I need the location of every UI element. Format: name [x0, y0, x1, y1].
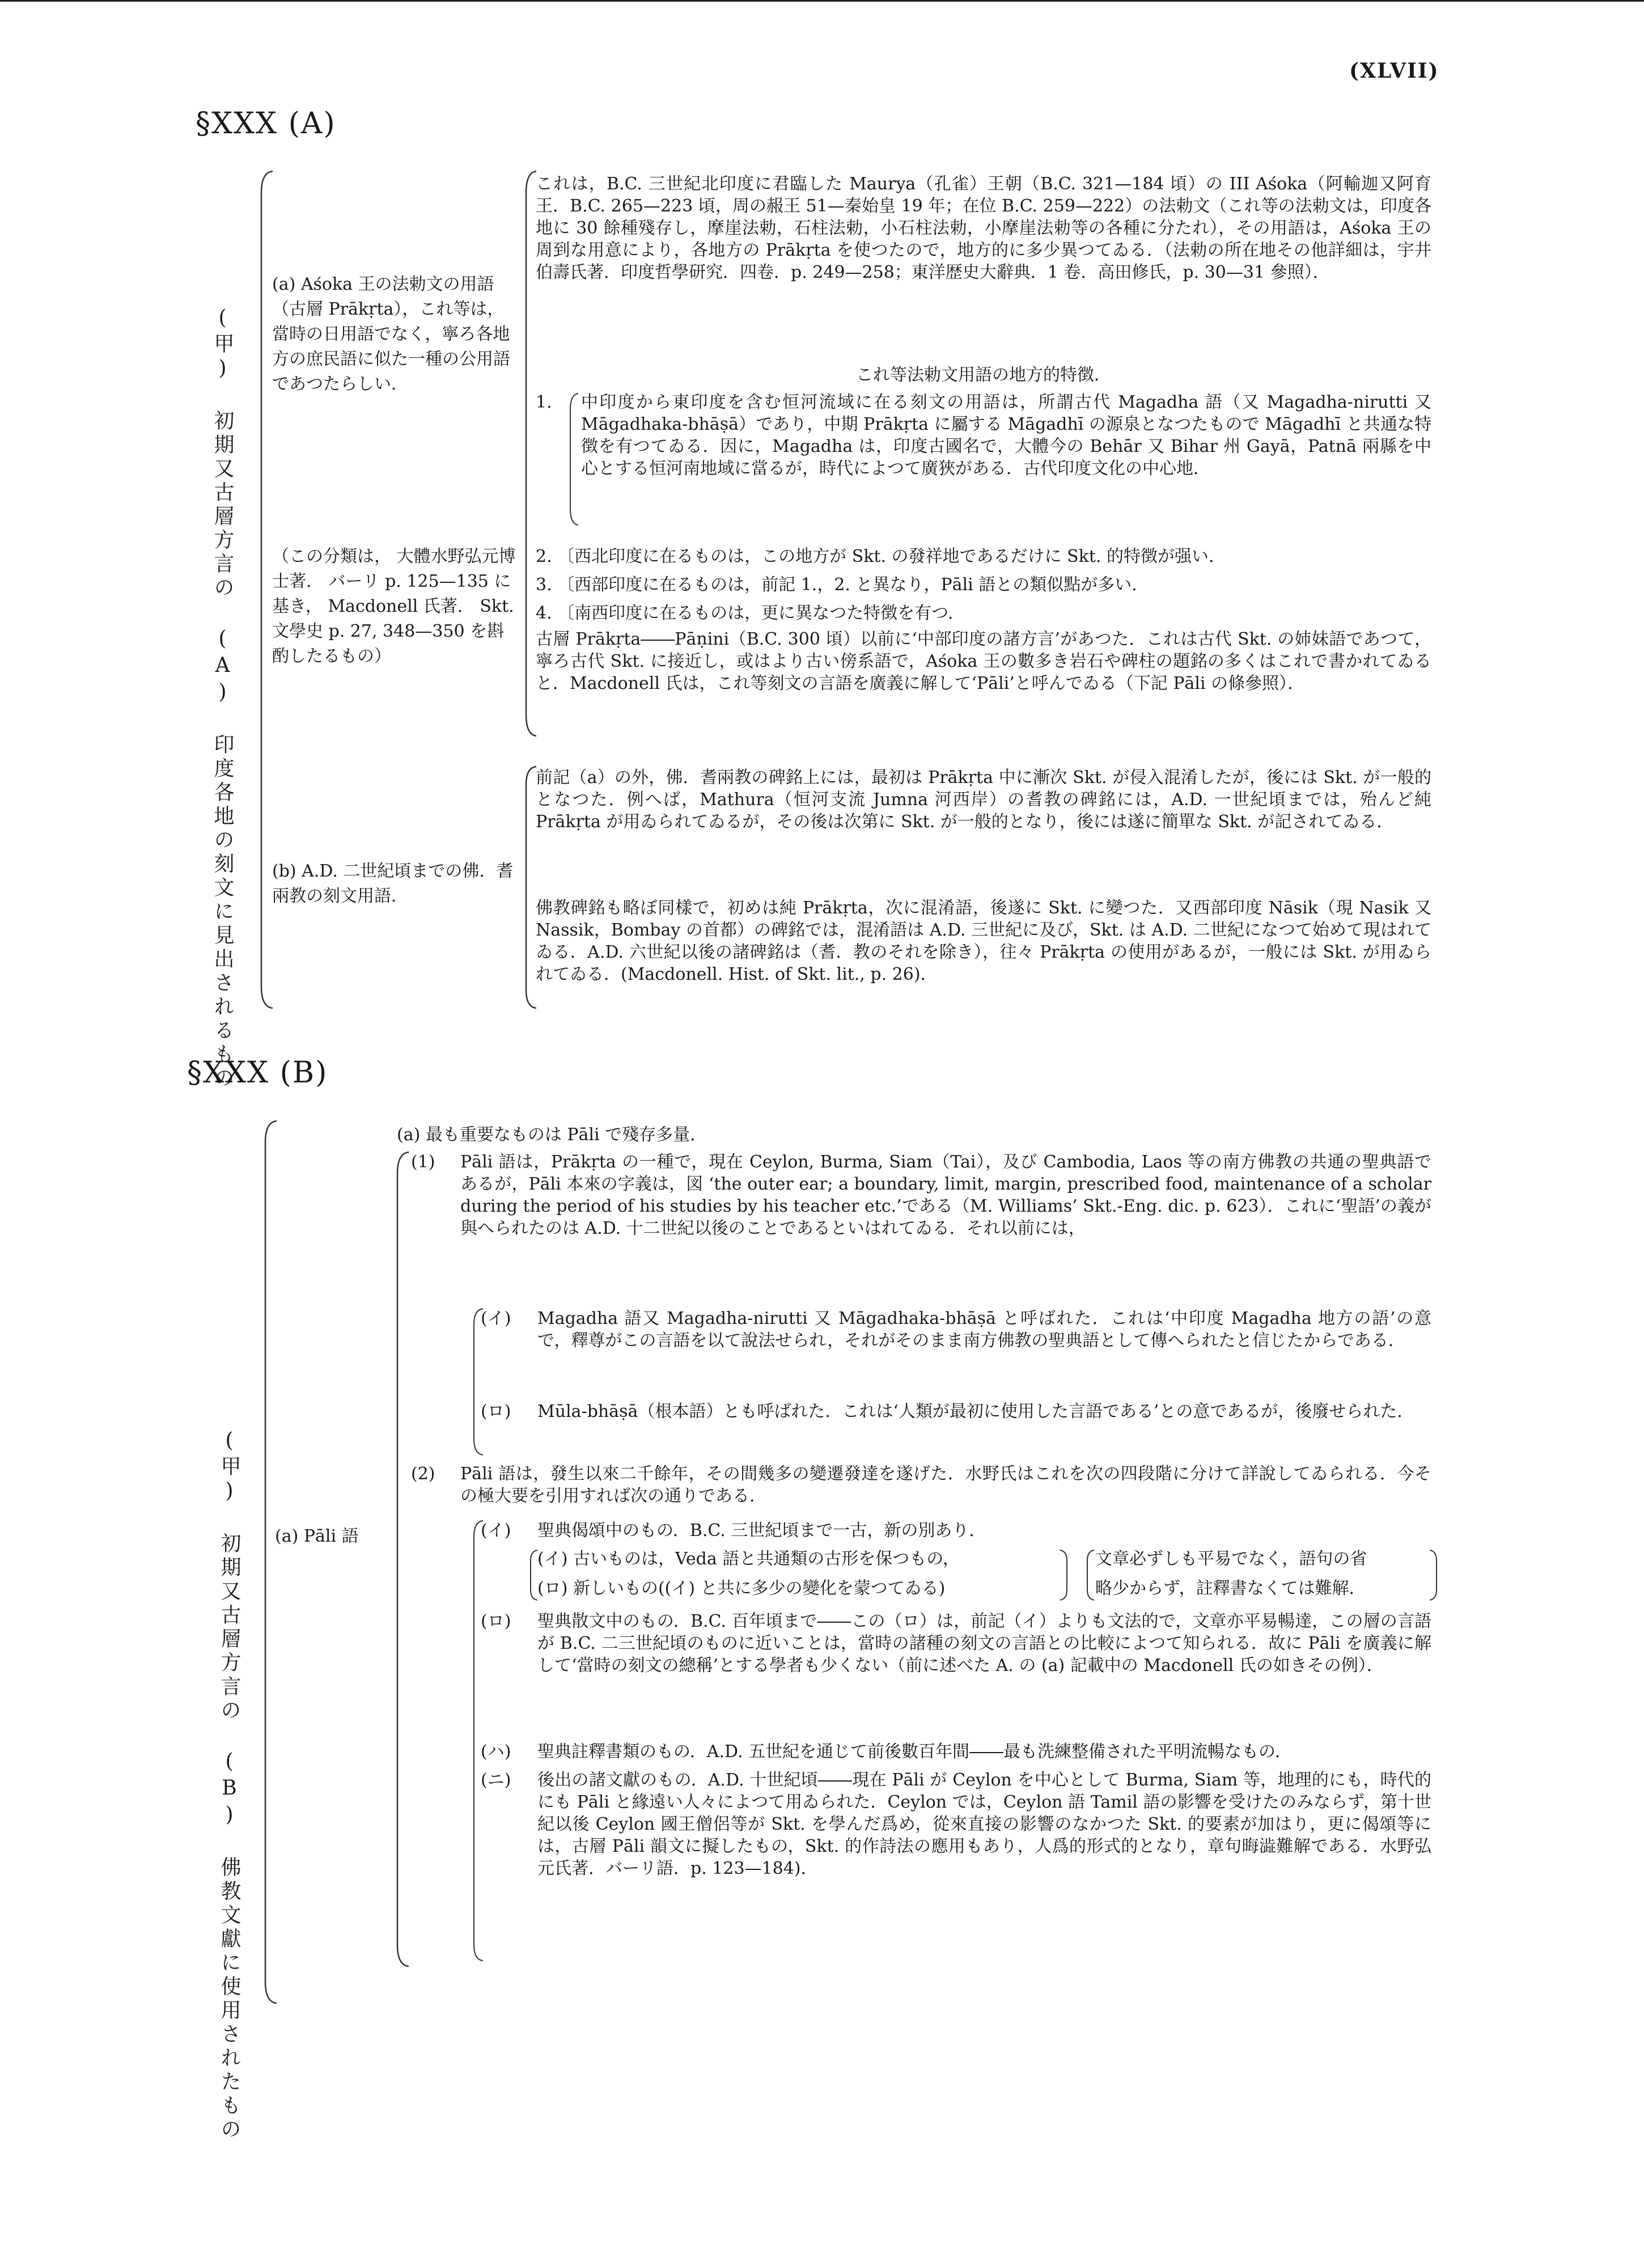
section-b-stage-i-new: (ロ) 新しいもの((イ) と共に多少の變化を蒙つてゐる): [537, 1579, 946, 1598]
section-b-label: (a) Pāli 語: [275, 1526, 359, 1546]
section-b-stage-i: 聖典偈頌中のもの．B.C. 三世紀頃まで一古，新の別あり．: [537, 1521, 986, 1541]
section-a-item1-brace: [567, 392, 579, 526]
section-b-stage-i-note-1: 文章必ずしも平易でなく，語句の省: [1095, 1549, 1367, 1569]
section-a-b-paragraph-1: 前記（a）の外，佛．耆兩教の碑銘上には，最初は Prākṛta 中に漸次 Skt. が侵入混淆したが，後には Skt. が一般的となつた．例へば，Mathura（恒河支流 Jumna 河西岸）の耆教の碑銘には，A.D. 一世紀頃までは，殆んど純 Prākṛta が用ゐられてゐるが，その後は次第に Skt. が一般的となり，後には遂に簡單な Skt. が記されてゐる．: [536, 768, 1431, 832]
section-b-stage-i-note-2: 略少からず，註釋書なくては難解．: [1095, 1579, 1366, 1598]
section-a-item1: 中印度から東印度を含む恒河流域に在る刻文の用語は，所謂古代 Magadha 語（又 Magadha-nirutti 又 Māgadhaka-bhāṣā）であり，中期 Prākṛta に屬する Māgadhī の源泉となつたもので Māgadhī と共通な特徴を有つてゐる．因に，Magadha は，印度古國名で，大體今の Behār 又 Bihar 州 Gayā，Patnā 兩縣を中心とする恒河南地域に當るが，時代によつて廣狹がある．古代印度文化の中心地．: [581, 392, 1431, 479]
section-b-p1: Pāli 語は，Prākṛta の一種で，現在 Ceylon, Burma, Siam（Tai），及び Cambodia, Laos 等の南方佛教の共通の聖典語であるが，Pāli 本來の字義は，図 ‘the outer ear; a boundary, limit, margin, prescribed food, maintenance of a scholar during the period of his studies by his teacher etc.’である（M. Williams’ Skt.-Eng. dic. p. 623）．これに‘聖語’の義が與へられたのは A.D. 十二世紀以後のことであるといはれてゐる．それ以前には，: [460, 1152, 1431, 1238]
section-b-stage-ni: 後出の諸文獻のもの．A.D. 十世紀頃――現在 Pāli が Ceylon を中心として Burma, Siam 等，地理的にも，時代的にも Pāli と緣遠い人々によつて用ゐられた．Ceylon では，Ceylon 語 Tamil 語の影響を受けたのみならず，第十世紀以後 Ceylon 國王僧侶等が Skt. を學んだ爲め，從來直接の影響のなかつた Skt. 的要素が加はり，更に偈頌等には，古層 Pāli 韻文に擬したもの，Skt. 的作詩法の應用もあり，人爲的形式的となり，章句晦澁難解である．水野弘元氏著．バーリ語．p. 123—184)．: [537, 1770, 1431, 1878]
section-a-intro: これは，B.C. 三世紀北印度に君臨した Maurya（孔雀）王朝（B.C. 321—184 頃）の III Aśoka（阿輸迦又阿育王．B.C. 265—223 頃，周の赧王 51—秦始皇 19 年；在位 B.C. 259—222）の法勅文（これ等の法勅文は，印度各地に 30 餘種殘存し，摩崖法勅，石柱法勅，小石柱法勅，小摩崖法勅等の各種に分たれ），その用語は，Aśoka 王の周到な用意により，各地方の Prākṛta を使つたので，地方的に多少異つてゐる．（法勅の所在地その他詳細は，宇井伯壽氏著．印度哲學研究．四卷．p. 249—258；東洋歴史大辭典．1 卷．高田修氏，p. 30—31 參照）．: [536, 174, 1431, 282]
section-b-stage-ha: 聖典註釋書類のもの．A.D. 五世紀を通じて前後數百年間――最も洗練整備された平明流暢なもの．: [537, 1742, 1292, 1762]
section-a-item3: 3. 〔西部印度に在るものは，前記 1.，2. と異なり，Pāli 語との類似點が多い．: [536, 575, 1149, 595]
section-a-label-b: (b) A.D. 二世紀頃までの佛．耆兩教の刻文用語．: [272, 861, 514, 906]
section-b-p1-ro: Mūla-bhāṣā（根本語）とも呼ばれた．これは‘人類が最初に使用した言語である’との意であるが，後廢せられた．: [537, 1402, 1414, 1421]
section-b-p2-num: (2): [411, 1464, 435, 1484]
section-b-a-line: (a) 最も重要なものは Pāli で殘存多量．: [397, 1125, 707, 1145]
section-b-stage-ro-num: (ロ): [481, 1611, 511, 1631]
top-rule: [0, 0, 1644, 2]
section-a-b-paragraph-2: 佛教碑銘も略ぼ同樣で，初めは純 Prākṛta，次に混淆語，後遂に Skt. に變つた．又西部印度 Nāsik（現 Nasik 又 Nassik，Bombay の首都）の碑銘では，混淆語は A.D. 三世紀に及び，Skt. は A.D. 二世紀になつて始めて現はれてゐる．A.D. 六世紀以後の諸碑銘は（耆．教のそれを除き），往々 Prākṛta の使用があるが，一般には Skt. が用ゐられてゐる．(Macdonell. Hist. of Skt. lit., p. 26)．: [536, 898, 1431, 984]
section-a-item4: 4. 〔南西印度に在るものは，更に異なつた特徴を有つ．: [536, 603, 965, 623]
section-b-stage-ro: 聖典散文中のもの．B.C. 百年頃まで――この（ロ）は，前記（イ）よりも文法的で，文章亦平易暢達，この層の言語が B.C. 二三世紀頃のものに近いことは，當時の諸種の刻文の言語との比較によつて知られる．故に Pāli を廣義に解して‘當時の刻文の總稱’とする學者も少くない（前に述べた A. の (a) 記載中の Macdonell 氏の如きその例）．: [537, 1611, 1431, 1675]
stage-i-mid-brace: [1059, 1549, 1070, 1601]
section-b-stage-i-num: (イ): [481, 1521, 511, 1541]
section-b-stage-i-old: (イ) 古いものは，Veda 語と共通類の古形を保つもの，: [537, 1549, 960, 1569]
section-b-p1-sub-brace: [471, 1308, 484, 1456]
section-b-stage-ni-num: (ニ): [481, 1770, 511, 1790]
section-b-outer-brace: [262, 1120, 279, 2004]
section-a-label-a: (a) Aśoka 王の法勅文の用語（古層 Prākṛta），これ等は，當時の日用語でなく，寧ろ各地方の庶民語に似た一種の公用語であつたらしい．: [272, 274, 510, 394]
section-b-p1-i-num: (イ): [481, 1309, 511, 1328]
stage-i-left-brace: [527, 1549, 539, 1601]
section-b-p1-num: (1): [411, 1152, 435, 1172]
section-a-features-title: これ等法勅文用語の地方的特徴．: [856, 365, 1111, 385]
section-b-inner-brace: [394, 1151, 411, 1967]
stage-i-note-right-brace: [1429, 1549, 1440, 1601]
section-a-old-prakrta: 古層 Prākṛta――Pāṇini（B.C. 300 頃）以前に‘中部印度の諸方言’があつた．これは古代 Skt. の姉妹語であつて，寧ろ古代 Skt. に接近し，或はより古い傍系語で，Aśoka 王の數多き岩石や碑柱の題銘の多くはこれで書かれてゐると．Macdonell 氏は，これ等刻文の言語を廣義に解して‘Pāli’と呼んでゐる（下記 Pāli の條參照）．: [536, 629, 1431, 693]
section-a-vertical-label: (甲) 初期又古層方言の (A) 印度各地の刻文に見出されるもの: [211, 306, 234, 1091]
section-b-heading: §XXX (B): [187, 1056, 328, 1090]
section-a-item1-num: 1.: [536, 392, 552, 412]
section-b-stage-ha-num: (ハ): [481, 1742, 511, 1762]
section-a-heading: §XXX (A): [196, 107, 336, 141]
section-a-item2: 2. 〔西北印度に在るものは，この地方が Skt. の發祥地であるだけに Skt. 的特徴が强い．: [536, 547, 1226, 566]
section-b-p1-ro-num: (ロ): [481, 1402, 511, 1421]
section-a-note: （この分類は， 大體水野弘元博士著． バーリ p. 125—135 に基き， Macdonell 氏著． Skt. 文學史 p. 27, 348—350 を斟酌したるもの）: [272, 547, 516, 666]
section-b-p2: Pāli 語は，發生以來二千餘年，その間幾多の變遷發達を遂げた．水野氏はこれを次の四段階に分けて詳說してゐられる．今その極大要を引用すれば次の通りである．: [460, 1464, 1431, 1506]
section-b-p1-i: Magadha 語又 Magadha-nirutti 又 Māgadhaka-bhāṣā と呼ばれた．これは‘中印度 Magadha 地方の語’の意で，釋尊がこの言語を以て說法せられ，それがそのまま南方佛教の聖典語として傳へられたと信じたからである．: [537, 1309, 1431, 1351]
stage-i-note-left-brace: [1084, 1549, 1095, 1601]
section-b-vertical-label: (甲) 初期又古層方言の (B) 佛教文獻に使用されたもの: [218, 1429, 241, 2142]
page-number: (XLVII): [1349, 59, 1439, 83]
